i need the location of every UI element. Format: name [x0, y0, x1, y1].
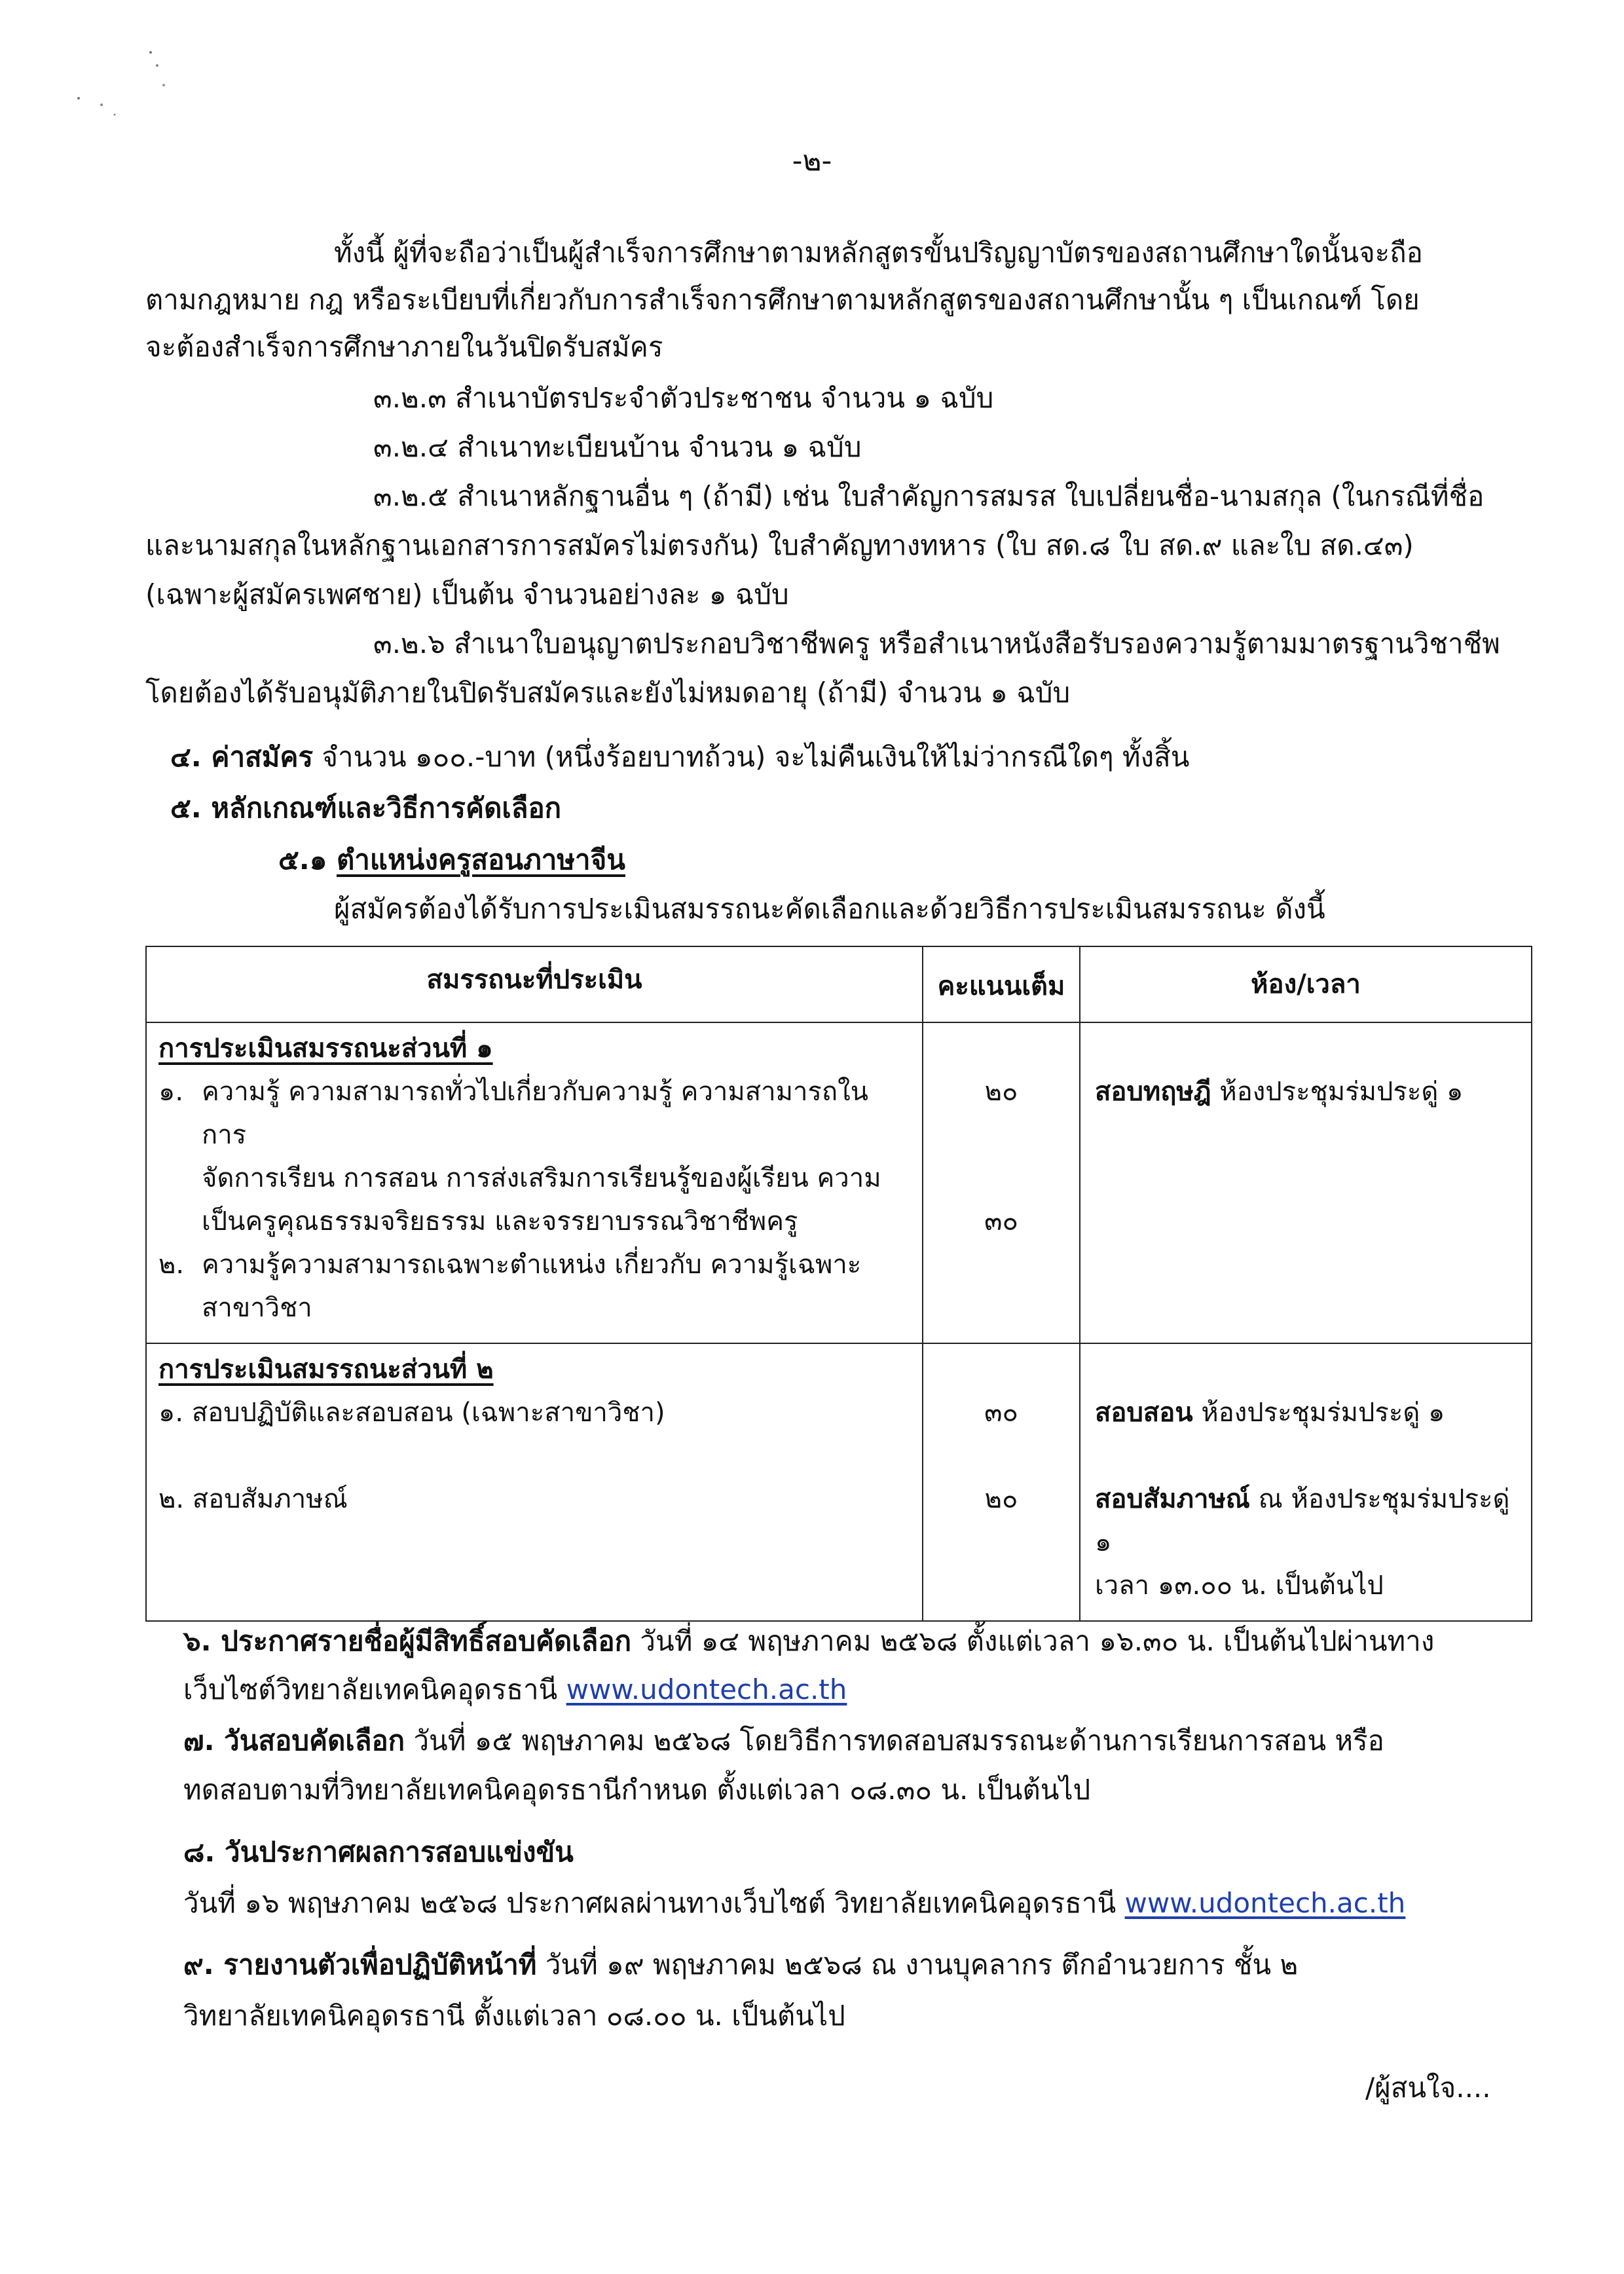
- exam-day-line-1: [183, 1723, 1384, 1759]
- header-full-score: คะแนนเต็ม: [923, 946, 1080, 1022]
- report-line-2: วิทยาลัยเทคนิคอุดรธานี ตั้งแต่เวลา ๐๘.๐๐ น. เป็นต้นไป: [183, 2000, 845, 2032]
- results-text: วันที่ ๑๖ พฤษภาคม ๒๕๖๘ ประกาศผลผ่านทางเว็บไซต์ วิทยาลัยเทคนิคอุดรธานี: [183, 1887, 1125, 1919]
- exam-day-label: ๗. วันสอบคัดเลือก: [183, 1724, 405, 1757]
- doc-3-2-3: ๓.๒.๓ สำเนาบัตรประจำตัวประชาชน จำนวน ๑ ฉบับ: [373, 382, 994, 414]
- intro-line-2: ตามกฎหมาย กฎ หรือระเบียบที่เกี่ยวกับการสำเร็จการศึกษาตามหลักสูตรของสถานศึกษานั้น ๆ เป็นเกณฑ์ โดย: [145, 284, 1420, 316]
- results-label: ๘. วันประกาศผลการสอบแข่งขัน: [183, 1836, 574, 1868]
- doc-3-2-4: ๓.๒.๔ สำเนาทะเบียนบ้าน จำนวน ๑ ฉบับ: [373, 431, 862, 463]
- part1-competencies: [146, 1022, 923, 1343]
- intro-line-1: ทั้งนี้ ผู้ที่จะถือว่าเป็นผู้สำเร็จการศึกษาตามหลักสูตรขั้นปริญญาบัตรของสถานศึกษาใดนั้นจะถือ: [334, 236, 1423, 269]
- part2-item-2-room-label: สอบสัมภาษณ์: [1095, 1484, 1250, 1514]
- doc-3-2-6-line-2: โดยต้องได้รับอนุมัติภายในปิดรับสมัครและยังไม่หมดอายุ (ถ้ามี) จำนวน ๑ ฉบับ: [145, 677, 1071, 709]
- doc-3-2-5-line-1: ๓.๒.๕ สำเนาหลักฐานอื่น ๆ (ถ้ามี) เช่น ใบสำคัญการสมรส ใบเปลี่ยนชื่อ-นามสกุล (ในกรณีที่ชื่อ: [373, 480, 1485, 512]
- part2-title: การประเมินสมรรถนะส่วนที่ ๒: [158, 1354, 494, 1385]
- part1-room: [1080, 1022, 1532, 1343]
- part1-item-1: [158, 1070, 910, 1243]
- fee-text: จำนวน ๑๐๐.-บาท (หนึ่งร้อยบาทถ้วน) จะไม่คืนเงินให้ไม่ว่ากรณีใดๆ ทั้งสิ้น: [313, 741, 1190, 773]
- doc-3-2-5-line-3: (เฉพาะผู้สมัครเพศชาย) เป็นต้น จำนวนอย่างละ ๑ ฉบับ: [145, 578, 789, 610]
- part1-item-2: [158, 1243, 910, 1330]
- results-line-2: [183, 1885, 1405, 1922]
- table-header-row: [146, 946, 1532, 1022]
- part1-title: การประเมินสมรรถนะส่วนที่ ๑: [158, 1034, 493, 1064]
- table-row-part-1: [146, 1022, 1532, 1343]
- part2-item-1-room-label: สอบสอน: [1095, 1398, 1193, 1428]
- exam-day-line-2: ทดสอบตามที่วิทยาลัยเทคนิคอุดรธานีกำหนด ตั้งแต่เวลา ๐๘.๓๐ น. เป็นต้นไป: [183, 1774, 1091, 1806]
- announce-website-text: เว็บไซต์วิทยาลัยเทคนิคอุดรธานี: [183, 1673, 566, 1706]
- part2-item-2: ๒. สอบสัมภาษณ์: [158, 1484, 348, 1514]
- doc-3-2-6-line-1: ๓.๒.๖ สำเนาใบอนุญาตประกอบวิชาชีพครู หรือสำเนาหนังสือรับรองความรู้ตามมาตรฐานวิชาชีพ: [373, 627, 1500, 660]
- part1-room-label: สอบทฤษฎี: [1095, 1077, 1211, 1107]
- announce-label: ๖. ประกาศรายชื่อผู้มีสิทธิ์สอบคัดเลือก: [183, 1625, 632, 1657]
- header-competency: สมรรถนะที่ประเมิน: [146, 946, 923, 1022]
- part1-item-2-num: ๒.: [158, 1250, 185, 1280]
- part1-item-2-line-1: ความรู้ความสามารถเฉพาะตำแหน่ง เกี่ยวกับ ความรู้เฉพาะ: [202, 1250, 862, 1280]
- part1-item-1-line-2: จัดการเรียน การสอน การส่งเสริมการเรียนรู้ของผู้เรียน ความ: [202, 1163, 881, 1193]
- part1-item-2-line-2: สาขาวิชา: [202, 1293, 312, 1323]
- header-room-time: ห้อง/เวลา: [1080, 946, 1532, 1022]
- part2-room: [1080, 1343, 1532, 1621]
- fee-line: [170, 739, 1189, 775]
- criteria-heading: ๕. หลักเกณฑ์และวิธีการคัดเลือก: [170, 792, 562, 824]
- part2-item-1-room-text: ห้องประชุมร่มประดู่ ๑: [1192, 1398, 1445, 1428]
- part1-item-1-line-3: เป็นครูคุณธรรมจริยธรรม และจรรยาบรรณวิชาชีพครู: [202, 1206, 798, 1237]
- part1-item-1-line-1: ความรู้ ความสามารถทั่วไปเกี่ยวกับความรู้ ความสามารถในการ: [202, 1077, 869, 1150]
- part2-scores: [923, 1343, 1080, 1621]
- announce-line-2: [183, 1671, 847, 1708]
- part2-item-1-score: ๓๐: [984, 1398, 1018, 1428]
- part1-item-1-num: ๑.: [158, 1077, 184, 1107]
- scan-specks: [52, 39, 183, 131]
- table-row-part-2: [146, 1343, 1532, 1621]
- report-label: ๙. รายงานตัวเพื่อปฏิบัติหน้าที่: [183, 1948, 537, 1981]
- announce-line-1: [183, 1623, 1434, 1660]
- announce-text: วันที่ ๑๔ พฤษภาคม ๒๕๖๘ ตั้งแต่เวลา ๑๖.๓๐ น. เป็นต้นไปผ่านทาง: [631, 1625, 1435, 1657]
- part2-competencies: [146, 1343, 923, 1621]
- part1-room-text: ห้องประชุมร่มประดู่ ๑: [1211, 1077, 1464, 1107]
- part2-item-2-score: ๒๐: [984, 1484, 1018, 1514]
- exam-day-text: วันที่ ๑๕ พฤษภาคม ๒๕๖๘ โดยวิธีการทดสอบสมรรถนะด้านการเรียนการสอน หรือ: [405, 1724, 1384, 1757]
- position-number: ๕.๑: [278, 844, 337, 876]
- position-heading: [278, 842, 625, 878]
- part1-item-1-score: ๒๐: [984, 1077, 1018, 1107]
- part2-item-2-room-time: เวลา ๑๓.๐๐ น. เป็นต้นไป: [1095, 1571, 1384, 1601]
- doc-3-2-5-line-2: และนามสกุลในหลักฐานเอกสารการสมัครไม่ตรงกัน) ใบสำคัญทางทหาร (ใบ สด.๘ ใบ สด.๙ และใบ สด.๔๓): [145, 529, 1414, 561]
- fee-label: ๔. ค่าสมัคร: [170, 741, 314, 773]
- part2-item-1: ๑. สอบปฏิบัติและสอบสอน (เฉพาะสาขาวิชา): [158, 1398, 665, 1428]
- part2-item-2-room-text: ณ ห้องประชุมร่มประดู่ ๑: [1095, 1484, 1510, 1557]
- report-text: วันที่ ๑๙ พฤษภาคม ๒๕๖๘ ณ งานบุคลากร ตึกอำนวยการ ชั้น ๒: [536, 1948, 1299, 1981]
- results-website-link[interactable]: www.udontech.ac.th: [1124, 1887, 1406, 1919]
- evaluation-table: [145, 946, 1532, 1622]
- position-title: ตำแหน่งครูสอนภาษาจีน: [337, 844, 625, 876]
- page-number: -๒-: [792, 144, 832, 177]
- announce-website-link[interactable]: www.udontech.ac.th: [566, 1673, 847, 1706]
- part1-scores: [923, 1022, 1080, 1343]
- intro-line-3: จะต้องสำเร็จการศึกษาภายในวันปิดรับสมัคร: [145, 331, 663, 363]
- continued-marker: /ผู้สนใจ....: [1365, 2072, 1491, 2104]
- criteria-intro: ผู้สมัครต้องได้รับการประเมินสมรรถนะคัดเลือกและด้วยวิธีการประเมินสมรรถนะ ดังนี้: [334, 893, 1325, 925]
- report-line-1: [183, 1947, 1298, 1983]
- part1-item-2-score: ๓๐: [984, 1206, 1018, 1237]
